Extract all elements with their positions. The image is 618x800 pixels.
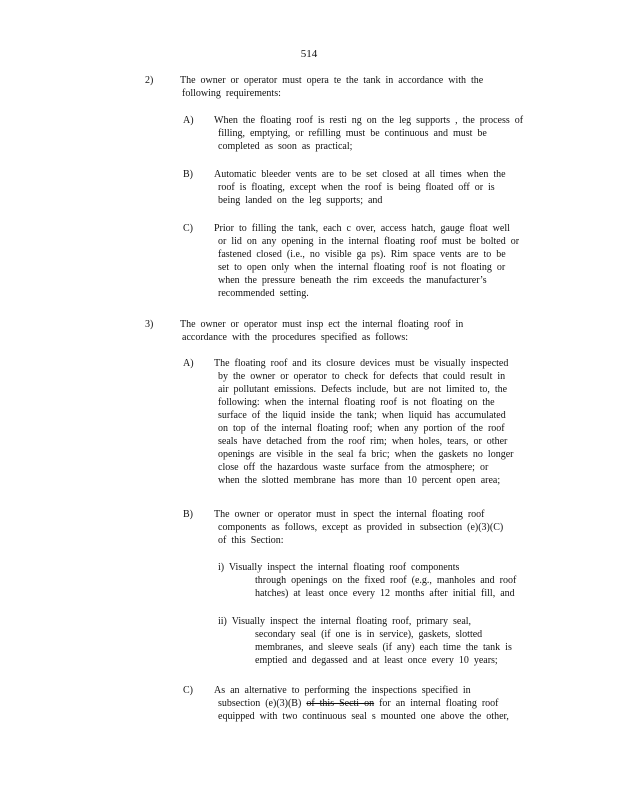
text-line: by the owner or operator to check for defects that could result in — [218, 371, 506, 382]
text-line: following requirements: — [182, 88, 281, 99]
text-line: when the pressure beneath the rim exceeds the manufacturer’s — [218, 275, 487, 286]
text-line: Automatic bleeder vents are to be set closed at all times when the — [214, 169, 506, 180]
item-marker: 2) — [145, 75, 154, 86]
text-line: Prior to filling the tank, each c over, access hatch, gauge float well — [214, 223, 510, 234]
text-line: or lid on any opening in the internal floating roof must be bolted or — [218, 236, 520, 247]
text-fragment: for an internal floating roof — [379, 698, 499, 709]
struck-text: of this Secti on — [306, 698, 375, 709]
text-line: openings are visible in the seal fa bric; when the gaskets no longer — [218, 449, 514, 460]
subitem-marker: B) — [183, 169, 193, 180]
text-line: recommended setting. — [218, 288, 309, 299]
text-line: hatches) at least once every 12 months after initial fill, and — [255, 588, 515, 599]
text-line: on top of the internal floating roof; when any portion of the roof — [218, 423, 505, 434]
text-line: air pollutant emissions. Defects include, but are not limited to, the — [218, 384, 508, 395]
text-line: i) Visually inspect the internal floating roof components — [218, 562, 460, 573]
text-line: roof is floating, except when the roof is being floated off or is — [218, 182, 495, 193]
text-line: membranes, and sleeve seals (if any) each time the tank is — [255, 642, 512, 653]
text-line: The owner or operator must insp ect the internal floating roof in — [180, 319, 464, 330]
text-line: filling, emptying, or refilling must be continuous and must be — [218, 128, 487, 139]
page-number: 514 — [300, 48, 318, 60]
text-line: close off the hazardous waste surface from the atmosphere; or — [218, 462, 489, 473]
text-line: being landed on the leg supports; and — [218, 195, 383, 206]
text-line: set to open only when the internal floating roof is not floating or — [218, 262, 506, 273]
text-line: emptied and degassed and at least once every 10 years; — [255, 655, 498, 666]
text-line: ii) Visually inspect the internal floating roof, primary seal, — [218, 616, 472, 627]
text-line: accordance with the procedures specified as follows: — [182, 332, 409, 343]
subitem-marker: C) — [183, 685, 193, 696]
text-line: through openings on the fixed roof (e.g., manholes and roof — [255, 575, 517, 586]
subitem-marker: A) — [183, 115, 194, 126]
text-line: secondary seal (if one is in service), gaskets, slotted — [255, 629, 483, 640]
text-line: of this Section: — [218, 535, 284, 546]
item-marker: 3) — [145, 319, 154, 330]
text-line: surface of the liquid inside the tank; when liquid has accumulated — [218, 410, 506, 421]
text-line: The owner or operator must opera te the tank in accordance with the — [180, 75, 484, 86]
text-line: completed as soon as practical; — [218, 141, 353, 152]
text-line: when the slotted membrane has more than 10 percent open area; — [218, 475, 501, 486]
text-line: The owner or operator must in spect the internal floating roof — [214, 509, 485, 520]
subitem-marker: B) — [183, 509, 193, 520]
text-line — [218, 697, 499, 710]
text-line: The floating roof and its closure devices must be visually inspected — [214, 358, 509, 369]
text-line: equipped with two continuous seal s mounted one above the other, — [218, 711, 509, 722]
text-line: As an alternative to performing the inspections specified in — [214, 685, 471, 696]
text-line: When the floating roof is resti ng on the leg supports , the process of — [214, 115, 524, 126]
text-fragment: subsection (e)(3)(B) — [218, 698, 307, 709]
text-line: seals have detached from the roof rim; when holes, tears, or other — [218, 436, 508, 447]
subitem-marker: C) — [183, 223, 193, 234]
subitem-marker: A) — [183, 358, 194, 369]
text-line: fastened closed (i.e., no visible ga ps). Rim space vents are to be — [218, 249, 506, 260]
text-line: components as follows, except as provided in subsection (e)(3)(C) — [218, 522, 504, 533]
text-line: following: when the internal floating roof is not floating on the — [218, 397, 495, 408]
